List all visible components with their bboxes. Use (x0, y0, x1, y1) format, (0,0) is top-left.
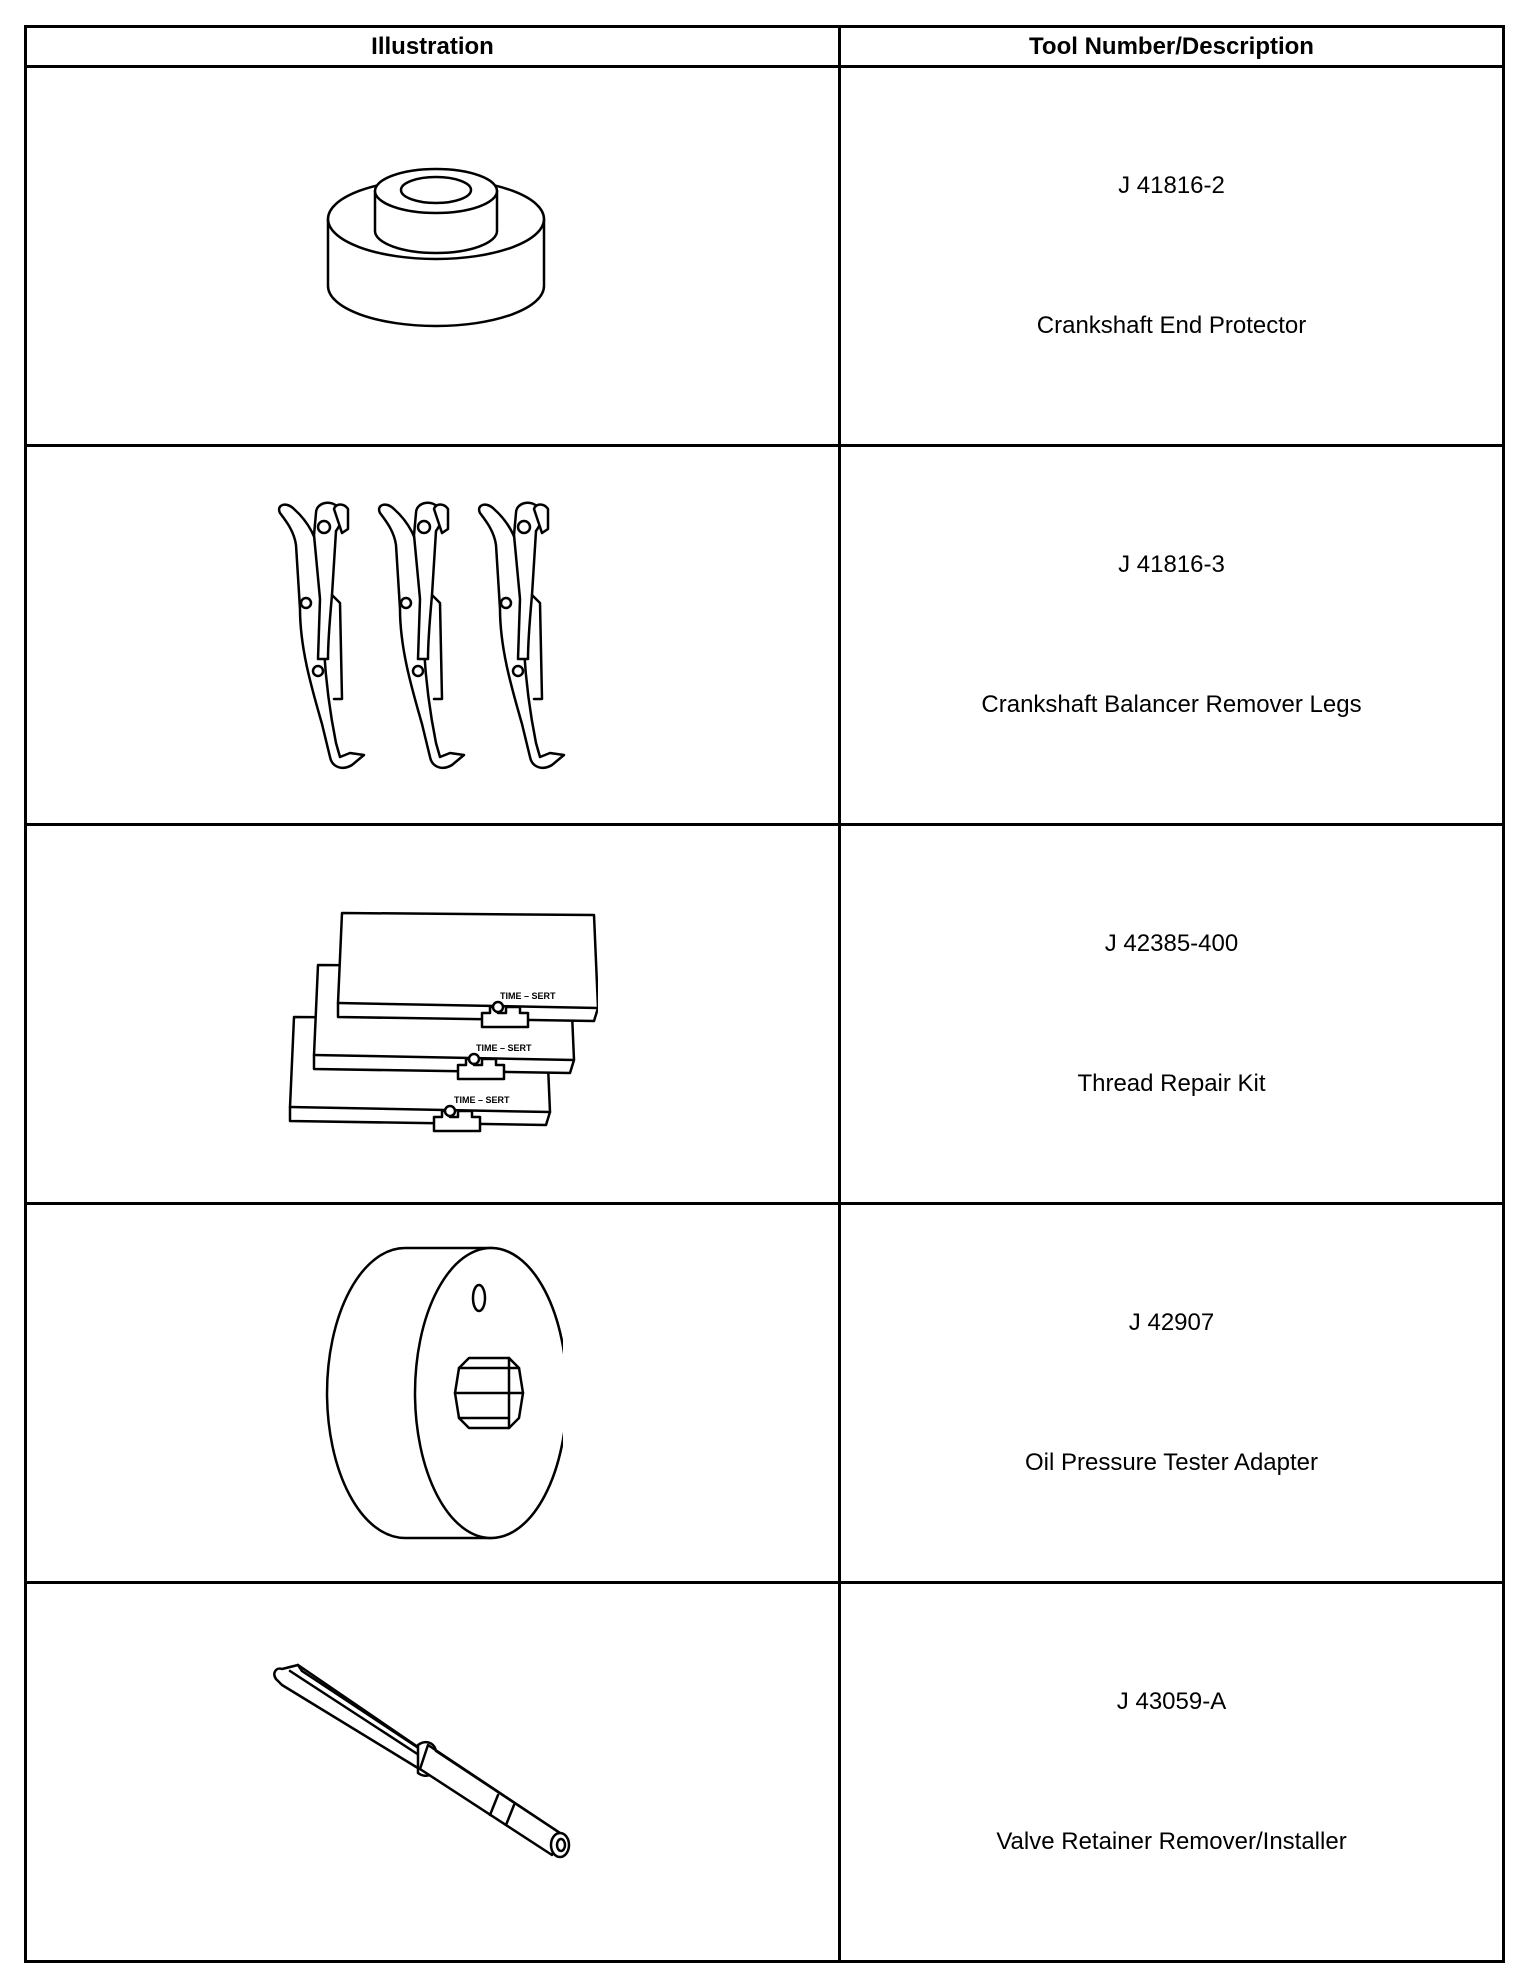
tool-number: J 41816-2 (1118, 172, 1225, 199)
tool-table (24, 25, 1505, 1963)
table-row (26, 446, 1504, 825)
table-row (26, 1204, 1504, 1583)
balancer-remover-legs-illustration (268, 485, 598, 785)
tool-number: J 41816-3 (1118, 551, 1225, 578)
illustration-cell (26, 1583, 840, 1962)
tool-description: Valve Retainer Remover/Installer (996, 1828, 1347, 1855)
description-cell (840, 1204, 1504, 1583)
remover-leg (279, 503, 364, 768)
kit-case-label: TIME – SERT (475, 1043, 532, 1053)
tool-description: Crankshaft End Protector (1036, 312, 1307, 339)
illustration-cell (26, 825, 840, 1204)
table-row (26, 825, 1504, 1204)
description-cell (840, 825, 1504, 1204)
tool-description: Crankshaft Balancer Remover Legs (981, 691, 1362, 718)
tool-description: Oil Pressure Tester Adapter (1024, 1449, 1319, 1476)
description-cell (840, 67, 1504, 446)
table-row (26, 67, 1504, 446)
tool-description: Thread Repair Kit (1077, 1070, 1266, 1097)
table-header-row (26, 27, 1504, 67)
description-cell (840, 446, 1504, 825)
table-row (26, 1583, 1504, 1962)
oil-pressure-tester-adapter-illustration (303, 1238, 563, 1548)
illustration-cell (26, 67, 840, 446)
kit-case-label: TIME – SERT (499, 991, 556, 1001)
kit-case-label: TIME – SERT (453, 1095, 510, 1105)
tool-number: J 42385-400 (1104, 930, 1239, 957)
valve-retainer-tool-illustration (268, 1657, 598, 1887)
remover-leg (479, 503, 564, 768)
thread-repair-kit-illustration (268, 889, 598, 1139)
illustration-cell (26, 446, 840, 825)
tool-column-header: Tool Number/Description (840, 27, 1504, 67)
tool-number: J 43059-A (1116, 1688, 1227, 1715)
description-cell (840, 1583, 1504, 1962)
remover-leg (379, 503, 464, 768)
kit-case (338, 913, 598, 1027)
illustration-column-header: Illustration (26, 27, 840, 67)
tool-number: J 42907 (1128, 1309, 1215, 1336)
crankshaft-end-protector-illustration (313, 151, 553, 361)
illustration-cell (26, 1204, 840, 1583)
